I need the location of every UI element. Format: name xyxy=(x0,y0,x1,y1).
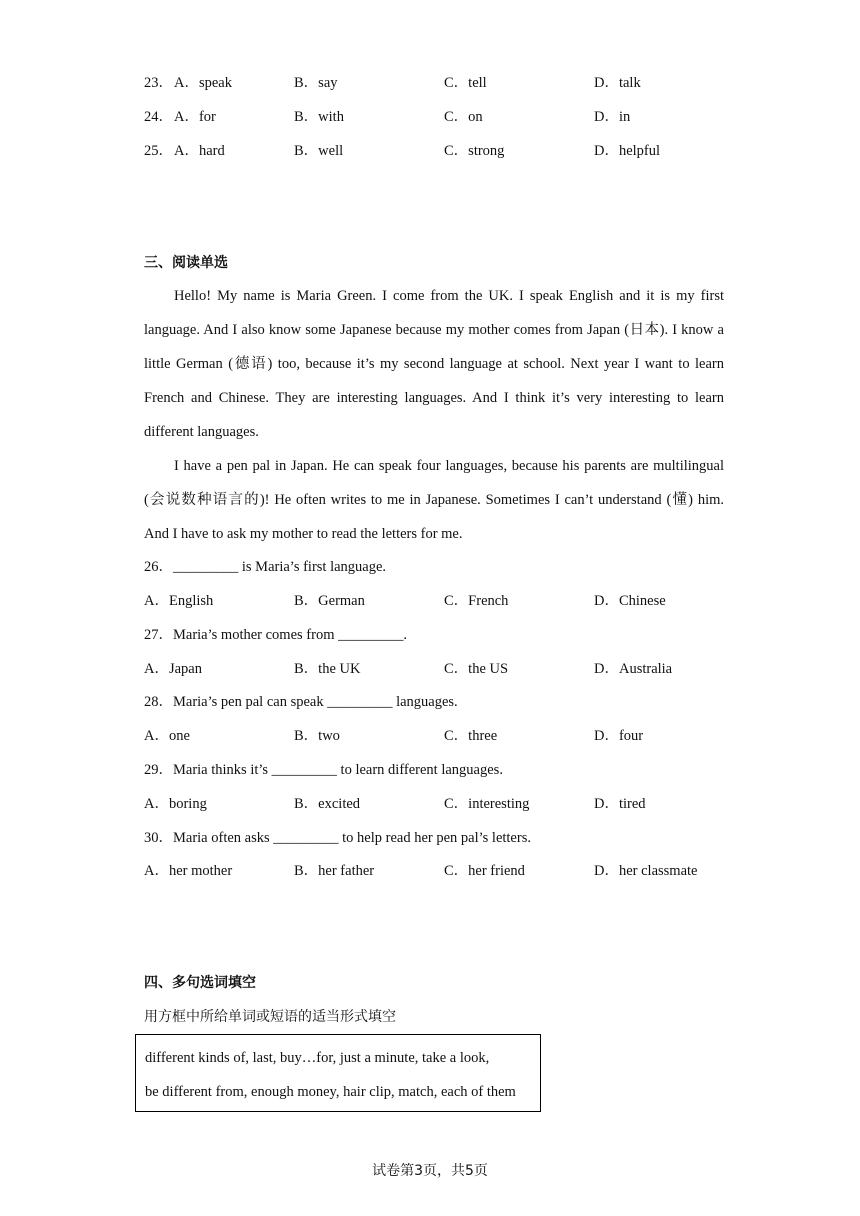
option-b: B．her father xyxy=(294,863,375,879)
option-c: C．the US xyxy=(444,661,509,677)
section-heading-fill-in: 四、多句选词填空 xyxy=(144,975,256,991)
section-instruction: 用方框中所给单词或短语的适当形式填空 xyxy=(144,1009,396,1025)
passage-paragraph-2: I have a pen pal in Japan. He can speak four languages, because his parents are multilingual (会说数种语言的)! He often writes to me in Japanese. Sometimes I can’t understand (懂) him. And I have to ask my mother to read the letters for me. xyxy=(144,458,724,542)
question-stem-26: 26．_________ is Maria’s first language. xyxy=(144,559,387,575)
option-d: D．helpful xyxy=(594,143,661,159)
question-number: 24． xyxy=(144,109,173,125)
option-b: B．two xyxy=(294,728,340,744)
passage-paragraph-1: Hello! My name is Maria Green. I come from the UK. I speak English and it is my first language. And I also know some Japanese because my mother comes from Japan (日本). I know a little German (德语) too, because it’s my second language at school. Next year I want to learn French and Chinese. They are interesting languages. And I think it’s very interesting to learn different languages. xyxy=(144,288,724,440)
option-a: A．her mother xyxy=(144,863,233,879)
word-box-line-1: different kinds of, last, buy…for, just a minute, take a look, xyxy=(145,1050,490,1066)
question-stem-29: 29．Maria thinks it’s _________ to learn different languages. xyxy=(144,762,503,778)
option-c: C．on xyxy=(444,109,483,125)
option-b: B．with xyxy=(294,109,344,125)
option-d: D．Chinese xyxy=(594,593,666,609)
question-number: 25． xyxy=(144,143,173,159)
option-d: D．Australia xyxy=(594,661,673,677)
question-stem-28: 28．Maria’s pen pal can speak _________ languages. xyxy=(144,694,458,710)
option-b: B．the UK xyxy=(294,661,361,677)
option-b: B．German xyxy=(294,593,365,609)
option-d: D．talk xyxy=(594,75,641,91)
option-c: C．three xyxy=(444,728,498,744)
option-a: A．English xyxy=(144,593,214,609)
option-b: B．excited xyxy=(294,796,361,812)
page-footer: 试卷第3页，共5页 xyxy=(372,1163,488,1179)
option-a: A．boring xyxy=(144,796,207,812)
option-d: D．her classmate xyxy=(594,863,698,879)
option-a: A．hard xyxy=(174,143,225,159)
question-number: 23． xyxy=(144,75,173,91)
option-c: C．tell xyxy=(444,75,487,91)
option-a: A．speak xyxy=(174,75,232,91)
question-stem-30: 30．Maria often asks _________ to help read her pen pal’s letters. xyxy=(144,830,531,846)
option-a: A．Japan xyxy=(144,661,202,677)
option-c: C．interesting xyxy=(444,796,530,812)
option-d: D．four xyxy=(594,728,644,744)
word-box xyxy=(135,1034,541,1112)
section-heading-reading: 三、阅读单选 xyxy=(144,255,228,271)
question-stem-27: 27．Maria’s mother comes from _________. xyxy=(144,627,407,643)
option-c: C．her friend xyxy=(444,863,525,879)
option-d: D．in xyxy=(594,109,631,125)
word-box-line-2: be different from, enough money, hair clip, match, each of them xyxy=(145,1084,516,1100)
option-a: A．for xyxy=(174,109,216,125)
option-c: C．French xyxy=(444,593,509,609)
option-b: B．say xyxy=(294,75,338,91)
option-a: A．one xyxy=(144,728,190,744)
option-d: D．tired xyxy=(594,796,646,812)
option-c: C．strong xyxy=(444,143,505,159)
option-b: B．well xyxy=(294,143,344,159)
